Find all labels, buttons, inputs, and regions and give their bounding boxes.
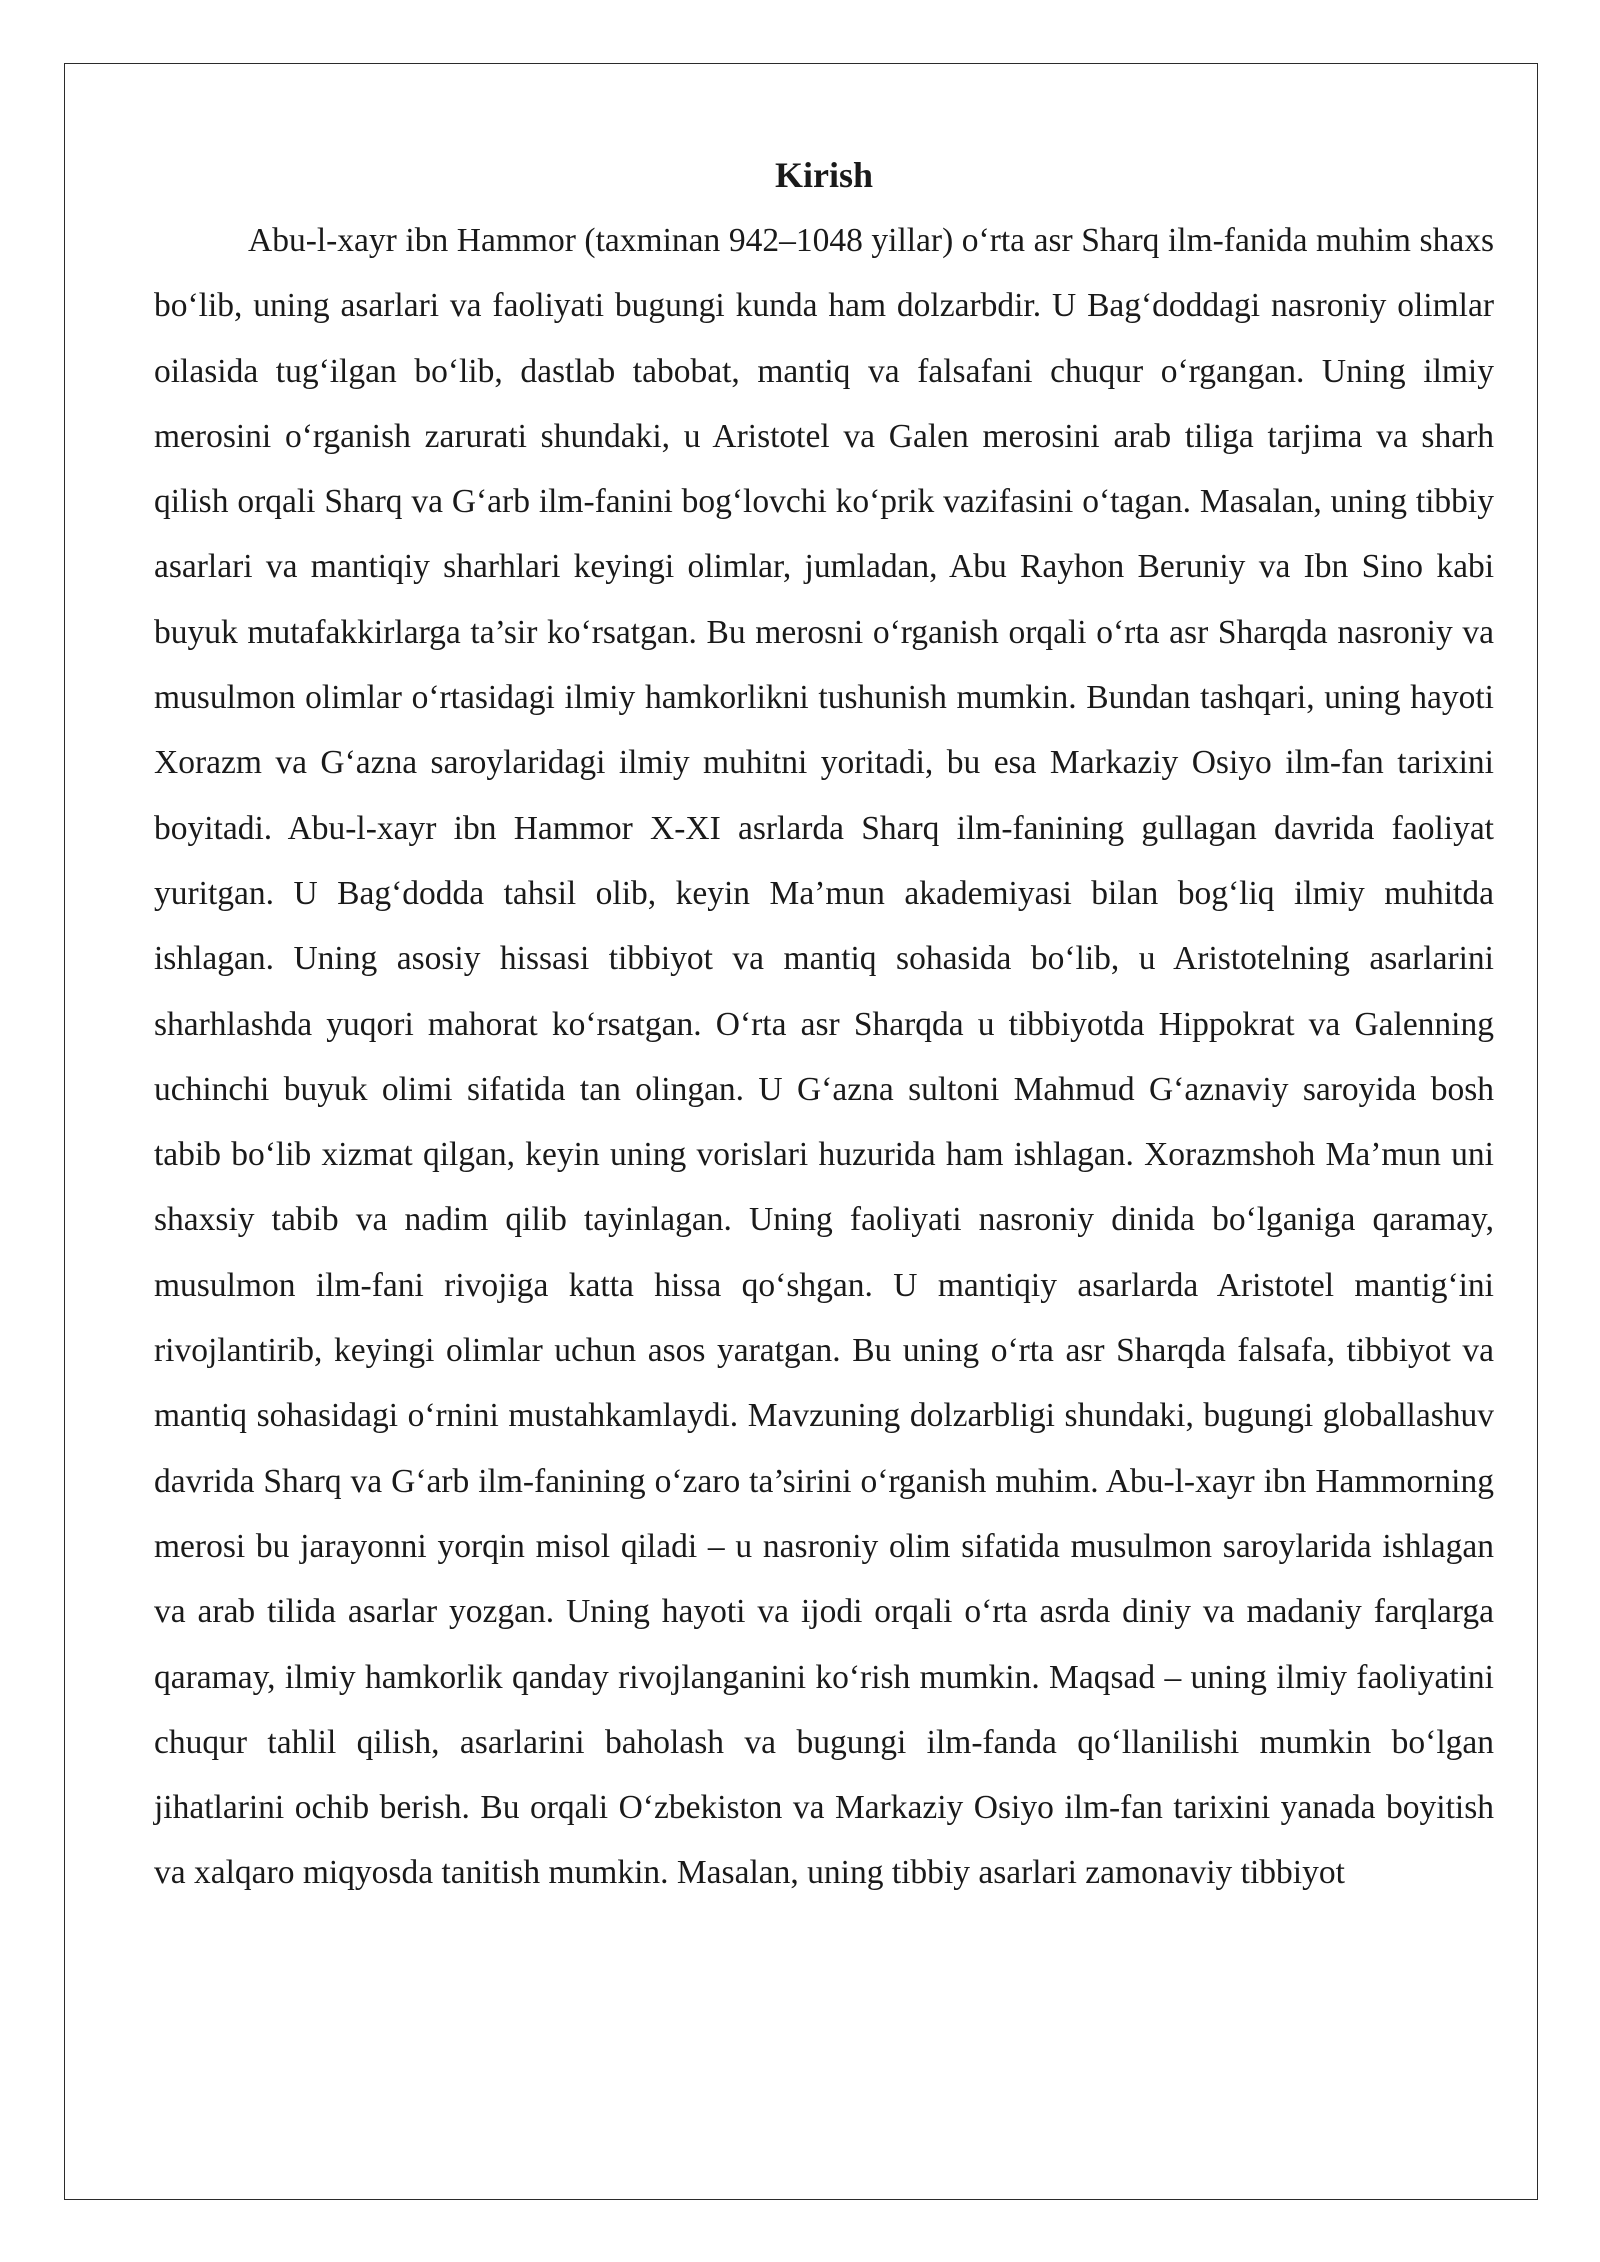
section-title: Kirish (774, 155, 873, 195)
document-body (154, 143, 1494, 1906)
body-paragraph: Abu-l-xayr ibn Hammor (taxminan 942–1048 yillar) oʻrta asr Sharq ilm-fanida muhim shaxs boʻlib, uning asarlari va faoliyati bugungi kunda ham dolzarbdir. U Bagʻdoddagi nasroniy olimlar oilasida tugʻilgan boʻlib, dastlab tabobat, mantiq va falsafani chuqur oʻrgangan. Uning ilmiy merosini oʻrganish zarurati shundaki, u Aristotel va Galen merosini arab tiliga tarjima va sharh qilish orqali Sharq va Gʻarb ilm-fanini bogʻlovchi koʻprik vazifasini oʻtagan. Masalan, uning tibbiy asarlari va mantiqiy sharhlari keyingi olimlar, jumladan, Abu Rayhon Beruniy va Ibn Sino kabi buyuk mutafakkirlarga ta’sir koʻrsatgan. Bu merosni oʻrganish orqali oʻrta asr Sharqda nasroniy va musulmon olimlar oʻrtasidagi ilmiy hamkorlikni tushunish mumkin. Bundan tashqari, uning hayoti Xorazm va Gʻazna saroylaridagi ilmiy muhitni yoritadi, bu esa Markaziy Osiyo ilm-fan tarixini boyitadi. Abu-l-xayr ibn Hammor X-XI asrlarda Sharq ilm-fanining gullagan davrida faoliyat yuritgan. U Bagʻdodda tahsil olib, keyin Ma’mun akademiyasi bilan bogʻliq ilmiy muhitda ishlagan. Uning asosiy hissasi tibbiyot va mantiq sohasida boʻlib, u Aristotelning asarlarini sharhlashda yuqori mahorat koʻrsatgan. Oʻrta asr Sharqda u tibbiyotda Hippokrat va Galenning uchinchi buyuk olimi sifatida tan olingan. U Gʻazna sultoni Mahmud Gʻaznaviy saroyida bosh tabib boʻlib xizmat qilgan, keyin uning vorislari huzurida ham ishlagan. Xorazmshoh Ma’mun uni shaxsiy tabib va nadim qilib tayinlagan. Uning faoliyati nasroniy dinida boʻlganiga qaramay, musulmon ilm-fani rivojiga katta hissa qoʻshgan. U mantiqiy asarlarda Aristotel mantigʻini rivojlantirib, keyingi olimlar uchun asos yaratgan. Bu uning oʻrta asr Sharqda falsafa, tibbiyot va mantiq sohasidagi oʻrnini mustahkamlaydi. Mavzuning dolzarbligi shundaki, bugungi globallashuv davrida Sharq va Gʻarb ilm-fanining oʻzaro ta’sirini oʻrganish muhim. Abu-l-xayr ibn Hammorning merosi bu jarayonni yorqin misol qiladi – u nasroniy olim sifatida musulmon saroylarida ishlagan va arab tilida asarlar yozgan. Uning hayoti va ijodi orqali oʻrta asrda diniy va madaniy farqlarga qaramay, ilmiy hamkorlik qanday rivojlanganini koʻrish mumkin. Maqsad – uning ilmiy faoliyatini chuqur tahlil qilish, asarlarini baholash va bugungi ilm-fanda qoʻllanilishi mumkin boʻlgan jihatlarini ochib berish. Bu orqali Oʻzbekiston va Markaziy Osiyo ilm-fan tarixini yanada boyitish va xalqaro miqyosda tanitish mumkin. Masalan, uning tibbiy asarlari zamonaviy tibbiyot (154, 222, 1494, 1892)
